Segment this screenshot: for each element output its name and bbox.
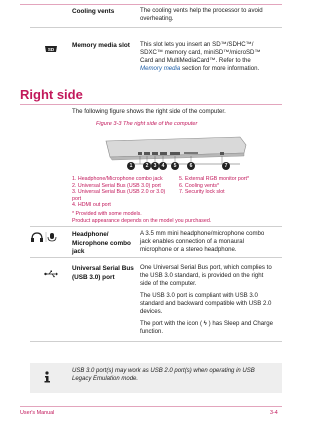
info-icon [40, 370, 54, 384]
desc-memory-3: Card and MultiMediaCard™. Refer to the [140, 57, 251, 64]
section-title: Right side [20, 87, 83, 102]
desc-usb-compat: The USB 3.0 port is compliant with USB 3.0 standard and backward compatible with USB 2.0 devices. [140, 292, 272, 315]
legend-item: 6. Cooling vents* [179, 182, 220, 189]
footnotes [72, 211, 211, 224]
row-divider [30, 341, 282, 342]
callout-6: 6 [187, 162, 195, 170]
memory-media-link[interactable]: Memory media [140, 65, 181, 72]
callout-2: 2 [143, 162, 151, 170]
figure-caption: Figure 3-3 The right side of the computer [96, 121, 198, 127]
sleep-charge-icon: ϟ [201, 320, 209, 327]
desc-cooling-vents-1: The cooling vents help the processor to avoid [140, 7, 263, 14]
legend-item: 7. Security lock slot [179, 189, 225, 196]
footnote: Product appearance depends on the model you purchased. [72, 217, 212, 224]
legend-item: 3. Universal Serial Bus (USB 2.0 or 3.0) [72, 189, 166, 196]
legend-item: 5. External RGB monitor port* [179, 176, 250, 182]
term-memory-media-slot: Memory media slot [72, 42, 130, 49]
desc-headphone: A 3.5 mm mini headphone/microphone combo jack enables connection of a monaural microphone or a stereo headphone. [140, 230, 265, 253]
top-rule [20, 4, 282, 5]
term-cooling-vents: Cooling vents [72, 8, 115, 15]
headphone-mic-icon [30, 230, 60, 242]
term-usb30-port: Universal Serial Bus (USB 3.0) port [72, 265, 134, 281]
row-divider [30, 257, 282, 258]
legend-item: port [72, 195, 82, 202]
row-divider [30, 27, 282, 28]
footnote: * Provided with some models. [72, 211, 142, 217]
desc-cooling-vents-2: overheating. [140, 15, 174, 22]
usb-icon [44, 265, 58, 273]
desc-memory-1: This slot lets you insert an SD™/SDHC™/ [140, 41, 254, 48]
legend-item: 2. Universal Serial Bus (USB 3.0) port [72, 182, 161, 189]
desc-usb-sleep-charge: The port with the icon ( ϟ ) has Sleep and Charge function. [140, 320, 273, 335]
desc-memory-2: SDXC™ memory card, miniSD™/microSD™ [140, 49, 261, 56]
legend-item: 4. HDMI out port [72, 202, 111, 209]
svg-text:SD: SD [47, 47, 55, 52]
footer-page-number: 3-4 [270, 410, 278, 416]
desc-usb: One Universal Serial Bus port, which complies to the USB 3.0 standard, is provided on the right side of the computer. [140, 264, 272, 287]
legend-right [179, 176, 289, 196]
section-rule [20, 104, 282, 105]
term-headphone-jack: Headphone/ Microphone combo jack [72, 231, 131, 255]
note-text: USB 3.0 port(s) may work as USB 2.0 port(s) when operating in USB Legacy Emulation mode. [72, 368, 255, 382]
desc-memory-4: Memory media section for more information. [140, 65, 260, 72]
row-divider [30, 226, 282, 227]
footer-rule [20, 406, 282, 407]
callout-5: 5 [171, 162, 179, 170]
legend-item: 1. Headphone/Microphone combo jack [72, 176, 163, 182]
sd-card-icon [44, 41, 58, 51]
section-intro: The following figure shows the right side of the computer. [72, 108, 226, 115]
callout-4: 4 [159, 162, 167, 170]
callout-7: 7 [222, 162, 230, 170]
footer-manual-name: User's Manual [20, 410, 55, 416]
callout-3: 3 [151, 162, 159, 170]
callout-1: 1 [127, 162, 135, 170]
